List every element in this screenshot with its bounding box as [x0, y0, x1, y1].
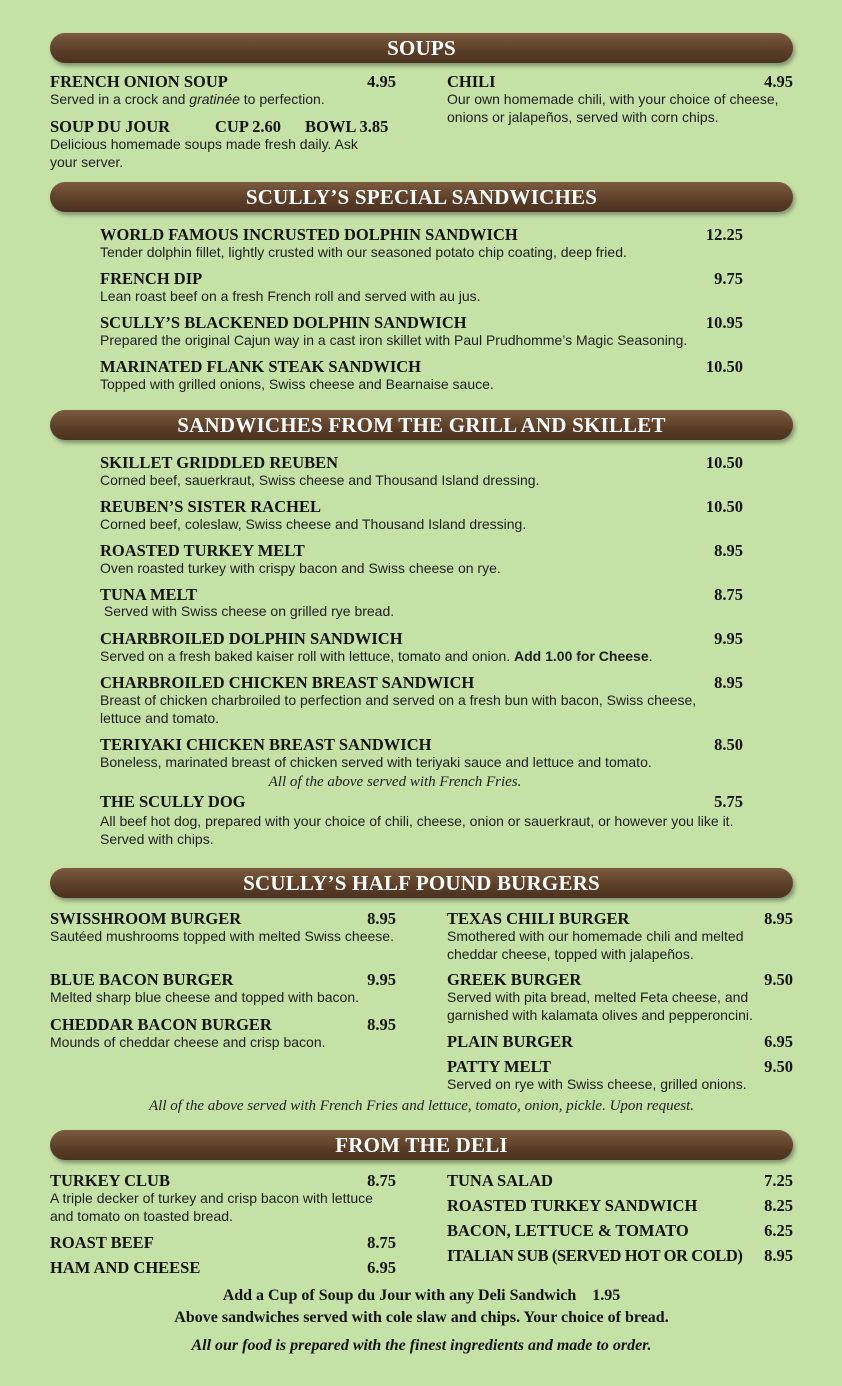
- item-price-chili: 4.95: [764, 72, 793, 91]
- cheese-addon-note: Add 1.00 for Cheese: [514, 648, 649, 664]
- item-name: TUNA MELT: [100, 585, 198, 604]
- item-price: 8.95: [764, 909, 793, 928]
- item-name: TEXAS CHILI BURGER: [447, 909, 630, 928]
- item-desc: Prepared the original Cajun way in a cast iron skillet with Paul Prudhomme’s Magic Seasoning.: [100, 332, 688, 348]
- item-name: BACON, LETTUCE & TOMATO: [447, 1221, 689, 1240]
- deli-soup-addon: [50, 1286, 793, 1305]
- item-price: 8.95: [714, 673, 743, 692]
- item-desc: Corned beef, sauerkraut, Swiss cheese and Thousand Island dressing.: [100, 472, 540, 488]
- item-name: TURKEY CLUB: [50, 1171, 170, 1190]
- item-price: 8.95: [367, 909, 396, 928]
- item-price: 10.50: [705, 497, 743, 516]
- item-desc: Melted sharp blue cheese and topped with bacon.: [50, 989, 359, 1005]
- item-name: FRENCH DIP: [100, 269, 203, 288]
- deli-note: Above sandwiches served with cole slaw and chips. Your choice of bread.: [174, 1309, 669, 1326]
- item-desc-soup-du-jour: Delicious homemade soups made fresh daily. Ask your server.: [50, 136, 358, 170]
- item-name: CHEDDAR BACON BURGER: [50, 1015, 272, 1034]
- item-desc: Topped with grilled onions, Swiss cheese and Bearnaise sauce.: [100, 376, 494, 392]
- item-name: TERIYAKI CHICKEN BREAST SANDWICH: [100, 735, 432, 754]
- item-price: 12.25: [705, 225, 743, 244]
- item-price: 8.75: [714, 585, 743, 604]
- item-price: 6.95: [764, 1032, 793, 1051]
- item-price: 8.95: [367, 1015, 396, 1034]
- item-desc: Lean roast beef on a fresh French roll and served with au jus.: [100, 288, 481, 304]
- item-desc: Served with Swiss cheese on grilled rye bread.: [100, 603, 395, 619]
- item-name: PLAIN BURGER: [447, 1032, 574, 1051]
- item-price: 8.50: [714, 735, 743, 754]
- item-desc: All beef hot dog, prepared with your choice of chili, cheese, onion or sauerkraut, or however you like it. Served with chips.: [100, 813, 734, 847]
- section-header-burgers: SCULLY’S HALF POUND BURGERS: [50, 868, 793, 898]
- item-name: WORLD FAMOUS INCRUSTED DOLPHIN SANDWICH: [100, 225, 518, 244]
- item-desc: Oven roasted turkey with crispy bacon and Swiss cheese on rye.: [100, 560, 501, 576]
- section-note-burgers: All of the above served with French Fries and lettuce, tomato, onion, pickle. Upon request.: [148, 1098, 695, 1114]
- item-name: MARINATED FLANK STEAK SANDWICH: [100, 357, 422, 376]
- item-name: SCULLY’S BLACKENED DOLPHIN SANDWICH: [100, 313, 467, 332]
- item-name: ROASTED TURKEY MELT: [100, 541, 305, 560]
- item-desc: Mounds of cheddar cheese and crisp bacon.: [50, 1034, 326, 1050]
- section-note-fries: All of the above served with French Fries.: [268, 774, 522, 790]
- section-header-deli: FROM THE DELI: [50, 1130, 793, 1160]
- item-price: 8.95: [764, 1246, 793, 1265]
- item-name: CHARBROILED CHICKEN BREAST SANDWICH: [100, 673, 475, 692]
- item-name-chili: CHILI: [447, 72, 496, 91]
- item-desc-french-onion-soup: Served in a crock and gratinée to perfection.: [50, 91, 325, 107]
- item-desc: Boneless, marinated breast of chicken served with teriyaki sauce and lettuce and tomato.: [100, 754, 652, 770]
- item-name: SWISSHROOM BURGER: [50, 909, 242, 928]
- item-name: ITALIAN SUB (SERVED HOT OR COLD): [447, 1246, 743, 1265]
- item-name: ROASTED TURKEY SANDWICH: [447, 1196, 698, 1215]
- item-price: 8.25: [764, 1196, 793, 1215]
- item-price: 6.95: [367, 1258, 396, 1277]
- section-header-grill-skillet: SANDWICHES FROM THE GRILL AND SKILLET: [50, 410, 793, 440]
- item-desc: A triple decker of turkey and crisp bacon with lettuce and tomato on toasted bread.: [50, 1190, 373, 1224]
- item-price: 5.75: [714, 792, 743, 811]
- item-price: 9.95: [714, 629, 743, 648]
- item-name: CHARBROILED DOLPHIN SANDWICH: [100, 629, 403, 648]
- item-price: 10.50: [705, 453, 743, 472]
- footer-tagline: All our food is prepared with the finest ingredients and made to order.: [191, 1337, 652, 1354]
- item-name-soup-du-jour: SOUP DU JOUR: [50, 117, 171, 136]
- item-desc: Breast of chicken charbroiled to perfection and served on a fresh bun with bacon, Swiss cheese, lettuce and tomato.: [100, 692, 697, 726]
- item-name: THE SCULLY DOG: [100, 792, 246, 811]
- item-name: GREEK BURGER: [447, 970, 582, 989]
- deli-soup-addon-price: 1.95: [592, 1287, 621, 1304]
- item-desc: Served on a fresh baked kaiser roll with lettuce, tomato and onion. Add 1.00 for Cheese.: [100, 648, 653, 664]
- item-price: 8.95: [714, 541, 743, 560]
- item-price: 10.50: [705, 357, 743, 376]
- deli-soup-addon-text: Add a Cup of Soup du Jour with any Deli Sandwich: [222, 1287, 577, 1304]
- item-desc: Served with pita bread, melted Feta cheese, and garnished with kalamata olives and pepperoncini.: [447, 989, 753, 1023]
- item-price: 9.75: [714, 269, 743, 288]
- item-desc: Sautéed mushrooms topped with melted Swiss cheese.: [50, 928, 394, 944]
- item-price-soup-du-jour-cup: CUP 2.60: [215, 117, 281, 136]
- item-name: TUNA SALAD: [447, 1171, 553, 1190]
- item-name-french-onion-soup: FRENCH ONION SOUP: [50, 72, 228, 91]
- item-desc-chili: Our own homemade chili, with your choice of cheese, onions or jalapeños, served with corn chips.: [447, 91, 779, 125]
- item-price: 8.75: [367, 1171, 396, 1190]
- section-header-special-sandwiches: SCULLY’S SPECIAL SANDWICHES: [50, 182, 793, 212]
- item-name: HAM AND CHEESE: [50, 1258, 201, 1277]
- item-name: BLUE BACON BURGER: [50, 970, 234, 989]
- section-header-soups: SOUPS: [50, 33, 793, 63]
- item-name: PATTY MELT: [447, 1057, 552, 1076]
- item-price: 7.25: [764, 1171, 793, 1190]
- item-name: SKILLET GRIDDLED REUBEN: [100, 453, 339, 472]
- item-name: ROAST BEEF: [50, 1233, 154, 1252]
- item-price: 9.50: [764, 970, 793, 989]
- item-price-french-onion-soup: 4.95: [367, 72, 396, 91]
- item-price-soup-du-jour-bowl: BOWL 3.85: [305, 117, 389, 136]
- item-desc: Tender dolphin fillet, lightly crusted with our seasoned potato chip coating, deep fried.: [100, 244, 627, 260]
- item-price: 10.95: [705, 313, 743, 332]
- item-desc: Smothered with our homemade chili and melted cheddar cheese, topped with jalapeños.: [447, 928, 744, 962]
- item-price: 6.25: [764, 1221, 793, 1240]
- item-price: 8.75: [367, 1233, 396, 1252]
- item-name: REUBEN’S SISTER RACHEL: [100, 497, 321, 516]
- item-desc: Served on rye with Swiss cheese, grilled onions.: [447, 1076, 747, 1092]
- item-price: 9.95: [367, 970, 396, 989]
- item-price: 9.50: [764, 1057, 793, 1076]
- item-desc: Corned beef, coleslaw, Swiss cheese and Thousand Island dressing.: [100, 516, 527, 532]
